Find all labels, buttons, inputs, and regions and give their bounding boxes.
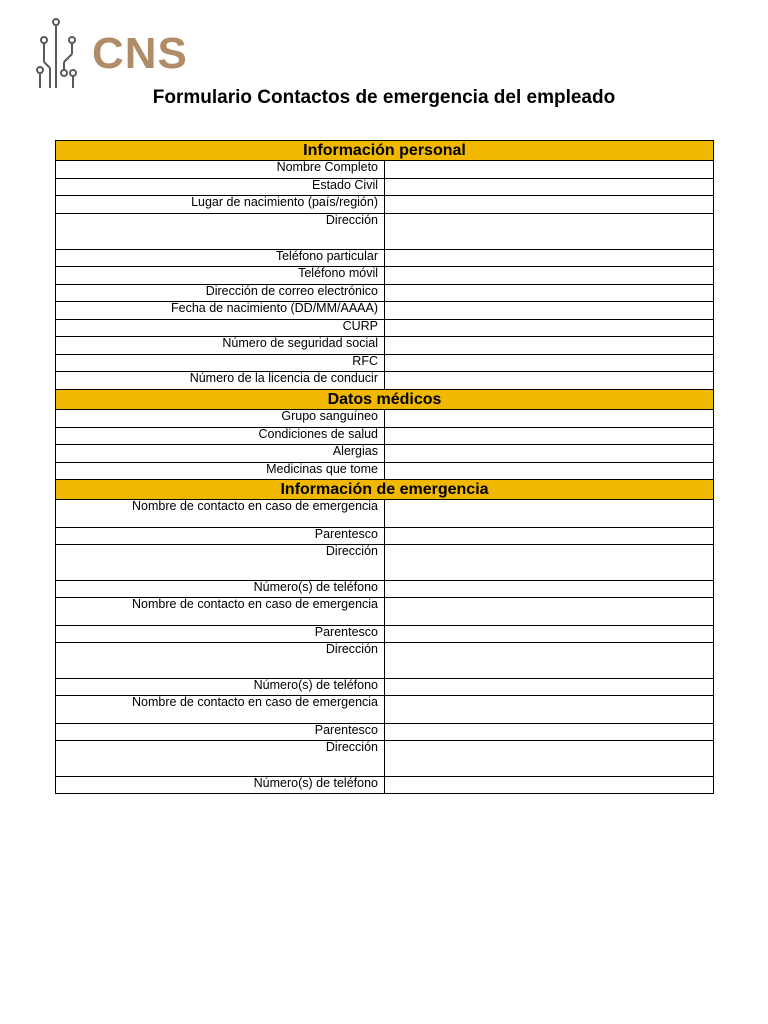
field-label: Nombre Completo bbox=[56, 161, 385, 179]
table-row bbox=[56, 626, 714, 643]
contact-phone-field-2[interactable] bbox=[385, 679, 714, 696]
table-row bbox=[56, 777, 714, 794]
contact-name-field-1[interactable] bbox=[385, 500, 714, 528]
birthplace-field[interactable] bbox=[385, 196, 714, 214]
license-field[interactable] bbox=[385, 372, 714, 390]
contact-name-field-3[interactable] bbox=[385, 696, 714, 724]
table-row bbox=[56, 445, 714, 463]
field-label: RFC bbox=[56, 355, 385, 372]
table-row bbox=[56, 337, 714, 355]
table-row bbox=[56, 500, 714, 528]
contact-address-field-2[interactable] bbox=[385, 643, 714, 679]
table-row bbox=[56, 179, 714, 196]
field-label: Dirección bbox=[56, 545, 385, 581]
section-title: Información de emergencia bbox=[56, 480, 714, 500]
company-logo bbox=[36, 18, 188, 90]
field-label: Nombre de contacto en caso de emergencia bbox=[56, 500, 385, 528]
field-label: Nombre de contacto en caso de emergencia bbox=[56, 696, 385, 724]
field-label: Nombre de contacto en caso de emergencia bbox=[56, 598, 385, 626]
contact-phone-field-1[interactable] bbox=[385, 581, 714, 598]
medications-field[interactable] bbox=[385, 463, 714, 480]
rfc-field[interactable] bbox=[385, 355, 714, 372]
table-row bbox=[56, 463, 714, 480]
section-title: Datos médicos bbox=[56, 390, 714, 410]
field-label: Estado Civil bbox=[56, 179, 385, 196]
table-row bbox=[56, 302, 714, 320]
field-label: Medicinas que tome bbox=[56, 463, 385, 480]
table-row bbox=[56, 250, 714, 267]
section-title: Información personal bbox=[56, 141, 714, 161]
name-field[interactable] bbox=[385, 161, 714, 179]
page-title: Formulario Contactos de emergencia del empleado bbox=[152, 87, 616, 108]
section-header-medical bbox=[56, 390, 714, 410]
circuit-icon bbox=[36, 18, 80, 90]
relationship-field-1[interactable] bbox=[385, 528, 714, 545]
field-label: Número de la licencia de conducir bbox=[56, 372, 385, 390]
health-conditions-field[interactable] bbox=[385, 428, 714, 445]
contact-address-field-3[interactable] bbox=[385, 741, 714, 777]
field-label: Dirección bbox=[56, 214, 385, 250]
table-row bbox=[56, 355, 714, 372]
table-row bbox=[56, 214, 714, 250]
table-row bbox=[56, 285, 714, 302]
field-label: Lugar de nacimiento (país/región) bbox=[56, 196, 385, 214]
table-row bbox=[56, 161, 714, 179]
field-label: Dirección de correo electrónico bbox=[56, 285, 385, 302]
field-label: Parentesco bbox=[56, 528, 385, 545]
table-row bbox=[56, 428, 714, 445]
table-row bbox=[56, 724, 714, 741]
field-label: Teléfono móvil bbox=[56, 267, 385, 285]
marital-status-field[interactable] bbox=[385, 179, 714, 196]
field-label: CURP bbox=[56, 320, 385, 337]
field-label: Grupo sanguíneo bbox=[56, 410, 385, 428]
field-label: Teléfono particular bbox=[56, 250, 385, 267]
contact-name-field-2[interactable] bbox=[385, 598, 714, 626]
relationship-field-2[interactable] bbox=[385, 626, 714, 643]
field-label: Número de seguridad social bbox=[56, 337, 385, 355]
contact-phone-field-3[interactable] bbox=[385, 777, 714, 794]
mobile-phone-field[interactable] bbox=[385, 267, 714, 285]
curp-field[interactable] bbox=[385, 320, 714, 337]
table-row bbox=[56, 679, 714, 696]
relationship-field-3[interactable] bbox=[385, 724, 714, 741]
field-label: Parentesco bbox=[56, 724, 385, 741]
table-row bbox=[56, 372, 714, 390]
field-label: Fecha de nacimiento (DD/MM/AAAA) bbox=[56, 302, 385, 320]
allergies-field[interactable] bbox=[385, 445, 714, 463]
blood-type-field[interactable] bbox=[385, 410, 714, 428]
table-row bbox=[56, 320, 714, 337]
table-row bbox=[56, 741, 714, 777]
field-label: Número(s) de teléfono bbox=[56, 777, 385, 794]
field-label: Dirección bbox=[56, 643, 385, 679]
social-security-field[interactable] bbox=[385, 337, 714, 355]
table-row bbox=[56, 410, 714, 428]
address-field[interactable] bbox=[385, 214, 714, 250]
home-phone-field[interactable] bbox=[385, 250, 714, 267]
section-header-emergency bbox=[56, 480, 714, 500]
field-label: Alergias bbox=[56, 445, 385, 463]
table-row bbox=[56, 581, 714, 598]
field-label: Número(s) de teléfono bbox=[56, 679, 385, 696]
field-label: Número(s) de teléfono bbox=[56, 581, 385, 598]
field-label: Dirección bbox=[56, 741, 385, 777]
table-row bbox=[56, 643, 714, 679]
table-row bbox=[56, 528, 714, 545]
brand-name: CNS bbox=[92, 29, 188, 78]
section-header-personal bbox=[56, 141, 714, 161]
field-label: Condiciones de salud bbox=[56, 428, 385, 445]
table-row bbox=[56, 598, 714, 626]
table-row bbox=[56, 696, 714, 724]
contact-address-field-1[interactable] bbox=[385, 545, 714, 581]
employee-form-table bbox=[55, 140, 714, 794]
birthdate-field[interactable] bbox=[385, 302, 714, 320]
email-field[interactable] bbox=[385, 285, 714, 302]
table-row bbox=[56, 267, 714, 285]
table-row bbox=[56, 545, 714, 581]
field-label: Parentesco bbox=[56, 626, 385, 643]
table-row bbox=[56, 196, 714, 214]
